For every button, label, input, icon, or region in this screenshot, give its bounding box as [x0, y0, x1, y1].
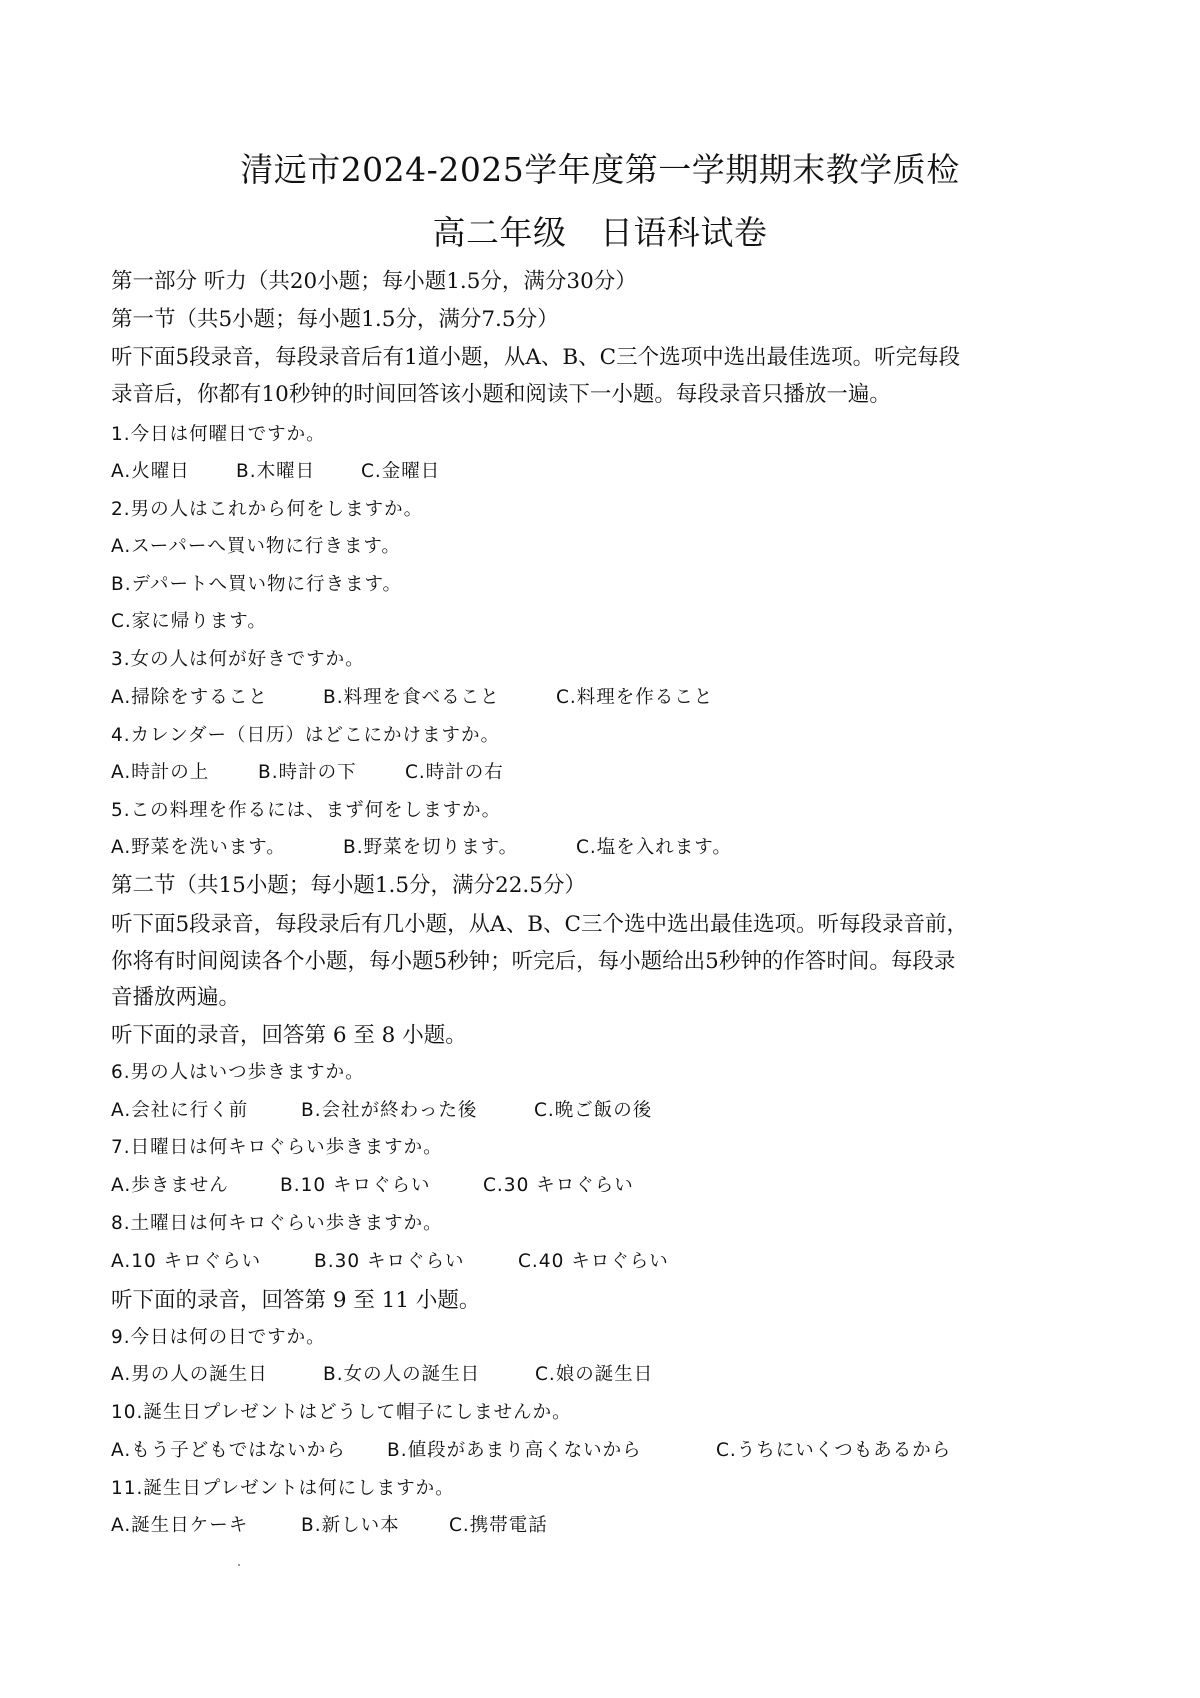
option-b: B.料理を食べること	[323, 687, 500, 708]
exam-title: 清远市2024-2025学年度第一学期期末教学质检	[240, 150, 960, 189]
option-a: A.火曜日	[111, 461, 190, 482]
section2-instruction-line1: 听下面5段录音，每段录后有几小题，从A、B、C三个选中选出最佳选项。听每段录音前，	[111, 912, 968, 937]
option-a: A.スーパーへ買い物に行きます。	[111, 536, 401, 557]
question-stem: 7.日曜日は何キロぐらい歩きますか。	[111, 1137, 443, 1158]
option-a: A.歩きません	[111, 1175, 229, 1196]
question-stem: 5.この料理を作るには、まず何をしますか。	[111, 800, 502, 821]
question-stem: 4.カレンダー（日历）はどこにかけますか。	[111, 725, 500, 746]
option-a: A.誕生日ケーキ	[111, 1515, 249, 1536]
group-instruction: 听下面的录音，回答第 6 至 8 小题。	[111, 1023, 467, 1048]
section2-heading: 第二节（共15小题；每小题1.5分，满分22.5分）	[111, 873, 586, 898]
exam-subtitle: 高二年级 日语科试卷	[432, 213, 768, 252]
question-options	[111, 1096, 652, 1122]
question-stem: 11.誕生日プレゼントは何にしますか。	[111, 1478, 455, 1499]
option-a: A.時計の上	[111, 762, 210, 783]
option-b: B.新しい本	[301, 1515, 400, 1536]
question-stem: 3.女の人は何が好きですか。	[111, 649, 365, 670]
option-c: C.娘の誕生日	[535, 1364, 654, 1385]
question-options	[111, 1247, 669, 1273]
question-options	[111, 1360, 653, 1386]
question-options	[111, 457, 440, 483]
section1-instruction-line1: 听下面5段录音，每段录音后有1道小题，从A、B、C三个选项中选出最佳选项。听完每段	[111, 345, 961, 370]
question-stem: 9.今日は何の日ですか。	[111, 1327, 326, 1348]
question-stem: 2.男の人はこれから何をしますか。	[111, 499, 424, 520]
question-stem: 8.土曜日は何キロぐらい歩きますか。	[111, 1213, 443, 1234]
option-c: C.30 キロぐらい	[483, 1175, 634, 1196]
question-options	[111, 833, 732, 859]
option-c: C.晩ご飯の後	[534, 1100, 653, 1121]
option-b: B.野菜を切ります。	[343, 837, 519, 858]
scan-speck	[238, 1564, 240, 1566]
question-options	[111, 1436, 951, 1462]
question-stem: 6.男の人はいつ歩きますか。	[111, 1062, 365, 1083]
question-options	[111, 1171, 634, 1197]
option-a: A.もう子どもではないから	[111, 1440, 346, 1461]
option-b: B.10 キロぐらい	[280, 1175, 431, 1196]
part1-heading: 第一部分 听力（共20小题；每小题1.5分，满分30分）	[111, 269, 637, 294]
option-c: C.塩を入れます。	[576, 837, 732, 858]
option-b: B.30 キロぐらい	[314, 1251, 465, 1272]
option-c: C.うちにいくつもあるから	[716, 1440, 952, 1461]
option-b: B.女の人の誕生日	[323, 1364, 481, 1385]
option-a: A.野菜を洗います。	[111, 837, 286, 858]
option-c: C.家に帰ります。	[111, 611, 267, 632]
question-options	[111, 1511, 548, 1537]
question-stem: 1.今日は何曜日ですか。	[111, 424, 326, 445]
option-c: C.時計の右	[405, 762, 504, 783]
option-b: B.時計の下	[258, 762, 357, 783]
question-options	[111, 758, 504, 784]
option-a: A.10 キロぐらい	[111, 1251, 262, 1272]
option-c: C.40 キロぐらい	[518, 1251, 669, 1272]
question-stem: 10.誕生日プレゼントはどうして帽子にしませんか。	[111, 1402, 572, 1423]
section1-heading: 第一节（共5小题；每小题1.5分，满分7.5分）	[111, 307, 559, 332]
section2-instruction-line2: 你将有时间阅读各个小题，每小题5秒钟；听完后，每小题给出5秒钟的作答时间。每段录	[111, 949, 956, 974]
option-b: B.値段があまり高くないから	[387, 1440, 642, 1461]
option-c: C.金曜日	[361, 461, 441, 482]
option-a: A.会社に行く前	[111, 1100, 249, 1121]
option-a: A.男の人の誕生日	[111, 1364, 268, 1385]
option-a: A.掃除をすること	[111, 687, 268, 708]
section1-instruction-line2: 录音后，你都有10秒钟的时间回答该小题和阅读下一小题。每段录音只播放一遍。	[111, 382, 891, 407]
option-b: B.会社が終わった後	[301, 1100, 478, 1121]
option-c: C.料理を作ること	[556, 687, 714, 708]
option-c: C.携帯電話	[449, 1515, 548, 1536]
option-b: B.木曜日	[236, 461, 316, 482]
section2-instruction-line3: 音播放两遍。	[111, 985, 241, 1010]
option-b: B.デパートへ買い物に行きます。	[111, 574, 402, 595]
group-instruction: 听下面的录音，回答第 9 至 11 小题。	[111, 1288, 481, 1313]
question-options	[111, 683, 713, 709]
